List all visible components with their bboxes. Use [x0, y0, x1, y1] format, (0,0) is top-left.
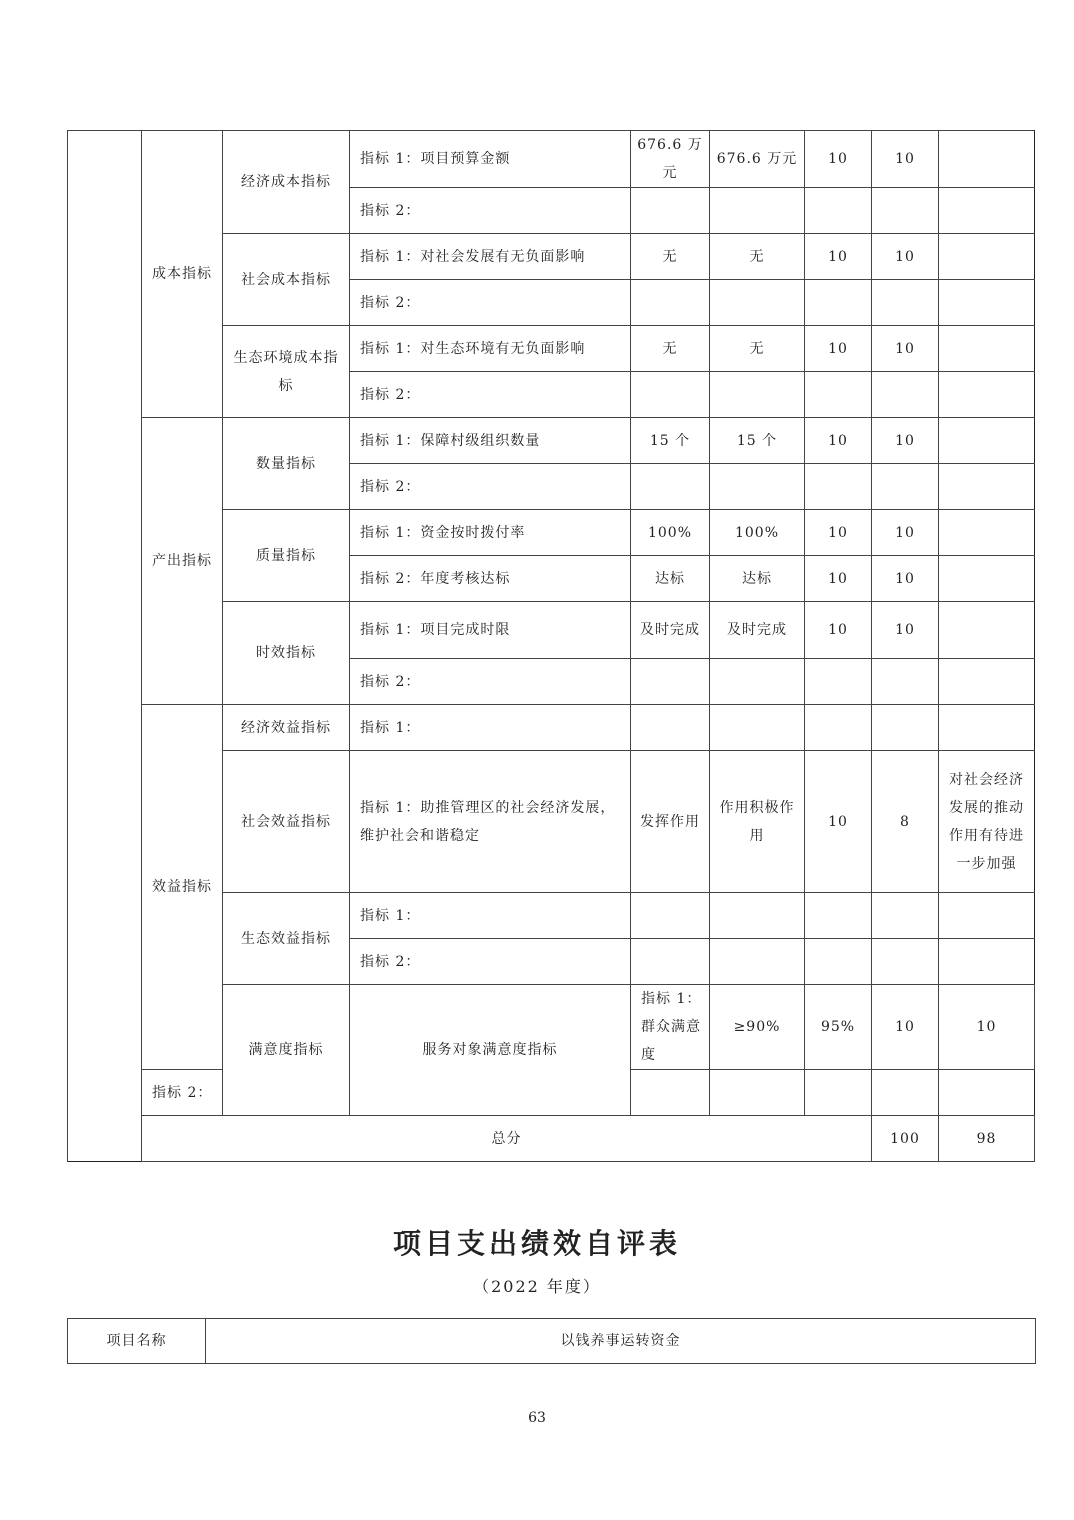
- score-value: 10: [872, 418, 939, 464]
- indicator-name: 指标 1：: [350, 893, 631, 939]
- weight-value: 10: [805, 234, 872, 280]
- total-score: 98: [939, 1116, 1035, 1162]
- note-value: [939, 131, 1035, 188]
- subcategory-cell: 社会效益指标: [223, 751, 350, 893]
- category-output: 产出指标: [142, 418, 223, 705]
- indicator-name: 指标 2：: [350, 464, 631, 510]
- first-level-cell: [68, 131, 142, 1162]
- subcategory-cell: 服务对象满意度指标: [350, 985, 631, 1116]
- subcategory-cell: 数量指标: [223, 418, 350, 510]
- indicator-name: 指标 1：对社会发展有无负面影响: [350, 234, 631, 280]
- document-title: 项目支出绩效自评表: [392, 1227, 681, 1260]
- weight-value: 10: [805, 131, 872, 188]
- total-row: [68, 1116, 1035, 1162]
- score-value: 10: [872, 234, 939, 280]
- note-value: [939, 234, 1035, 280]
- indicator-name: 指标 1：保障村级组织数量: [350, 418, 631, 464]
- score-value: 10: [939, 985, 1035, 1070]
- project-info-table: [67, 1318, 1036, 1364]
- subcategory-cell: 经济成本指标: [223, 131, 350, 234]
- subcategory-cell: 时效指标: [223, 602, 350, 705]
- weight-value: 10: [805, 751, 872, 893]
- total-label: 总分: [142, 1116, 872, 1162]
- indicator-name: 指标 2：: [350, 372, 631, 418]
- note-value: [939, 326, 1035, 372]
- category-satisfaction: 满意度指标: [223, 985, 350, 1116]
- weight-value: 10: [805, 510, 872, 556]
- score-value: 10: [872, 326, 939, 372]
- target-value: 100%: [631, 510, 710, 556]
- table-row: [68, 1319, 1036, 1364]
- indicator-name: 指标 1：对生态环境有无负面影响: [350, 326, 631, 372]
- weight-value: 10: [805, 556, 872, 602]
- weight-value: 10: [805, 326, 872, 372]
- weight-value: 10: [805, 418, 872, 464]
- target-value: 及时完成: [631, 602, 710, 659]
- project-name-value: 以钱养事运转资金: [206, 1319, 1036, 1364]
- indicator-name: 指标 2：年度考核达标: [350, 556, 631, 602]
- note-value: [939, 418, 1035, 464]
- indicator-name: 指标 2：: [350, 939, 631, 985]
- actual-value: 无: [710, 326, 805, 372]
- actual-value: 95%: [805, 985, 872, 1070]
- indicator-name: 指标 1：项目完成时限: [350, 602, 631, 659]
- score-value: 10: [872, 131, 939, 188]
- indicator-name: 指标 1：资金按时拨付率: [350, 510, 631, 556]
- note-value: [939, 510, 1035, 556]
- score-value: 8: [872, 751, 939, 893]
- actual-value: 达标: [710, 556, 805, 602]
- target-value: 676.6 万元: [631, 131, 710, 188]
- actual-value: 作用积极作用: [710, 751, 805, 893]
- performance-indicator-table: [67, 130, 1035, 1162]
- total-weight: 100: [872, 1116, 939, 1162]
- target-value: 发挥作用: [631, 751, 710, 893]
- actual-value: 676.6 万元: [710, 131, 805, 188]
- indicator-name: 指标 1：: [350, 705, 631, 751]
- indicator-name: 指标 2：: [350, 280, 631, 326]
- target-value: 15 个: [631, 418, 710, 464]
- note-value: [939, 556, 1035, 602]
- target-value: 达标: [631, 556, 710, 602]
- actual-value: 无: [710, 234, 805, 280]
- table-row: [68, 131, 1035, 188]
- subcategory-cell: 质量指标: [223, 510, 350, 602]
- indicator-name: 指标 2：: [350, 659, 631, 705]
- document-year: （2022 年度）: [473, 1277, 601, 1296]
- weight-value: 10: [872, 985, 939, 1070]
- indicator-name: 指标 2：: [350, 188, 631, 234]
- note-value: [939, 602, 1035, 659]
- target-value: 无: [631, 326, 710, 372]
- score-value: 10: [872, 556, 939, 602]
- table-row: [68, 418, 1035, 464]
- note-value: 对社会经济发展的推动作用有待进一步加强: [939, 751, 1035, 893]
- indicator-name: 指标 2：: [142, 1070, 223, 1116]
- weight-value: 10: [805, 602, 872, 659]
- indicator-name: 指标 1：项目预算金额: [350, 131, 631, 188]
- table-row: [68, 705, 1035, 751]
- actual-value: 15 个: [710, 418, 805, 464]
- subcategory-cell: 经济效益指标: [223, 705, 350, 751]
- page-number: 63: [528, 1410, 546, 1426]
- project-name-label: 项目名称: [68, 1319, 206, 1364]
- indicator-name: 指标 1：助推管理区的社会经济发展，维护社会和谐稳定: [350, 751, 631, 893]
- actual-value: 及时完成: [710, 602, 805, 659]
- target-value: ≥90%: [710, 985, 805, 1070]
- subcategory-cell: 社会成本指标: [223, 234, 350, 326]
- score-value: 10: [872, 510, 939, 556]
- actual-value: 100%: [710, 510, 805, 556]
- subcategory-cell: 生态环境成本指标: [223, 326, 350, 418]
- target-value: 无: [631, 234, 710, 280]
- category-benefit: 效益指标: [142, 705, 223, 1070]
- indicator-name: 指标 1：群众满意度: [631, 985, 710, 1070]
- category-cost: 成本指标: [142, 131, 223, 418]
- score-value: 10: [872, 602, 939, 659]
- subcategory-cell: 生态效益指标: [223, 893, 350, 985]
